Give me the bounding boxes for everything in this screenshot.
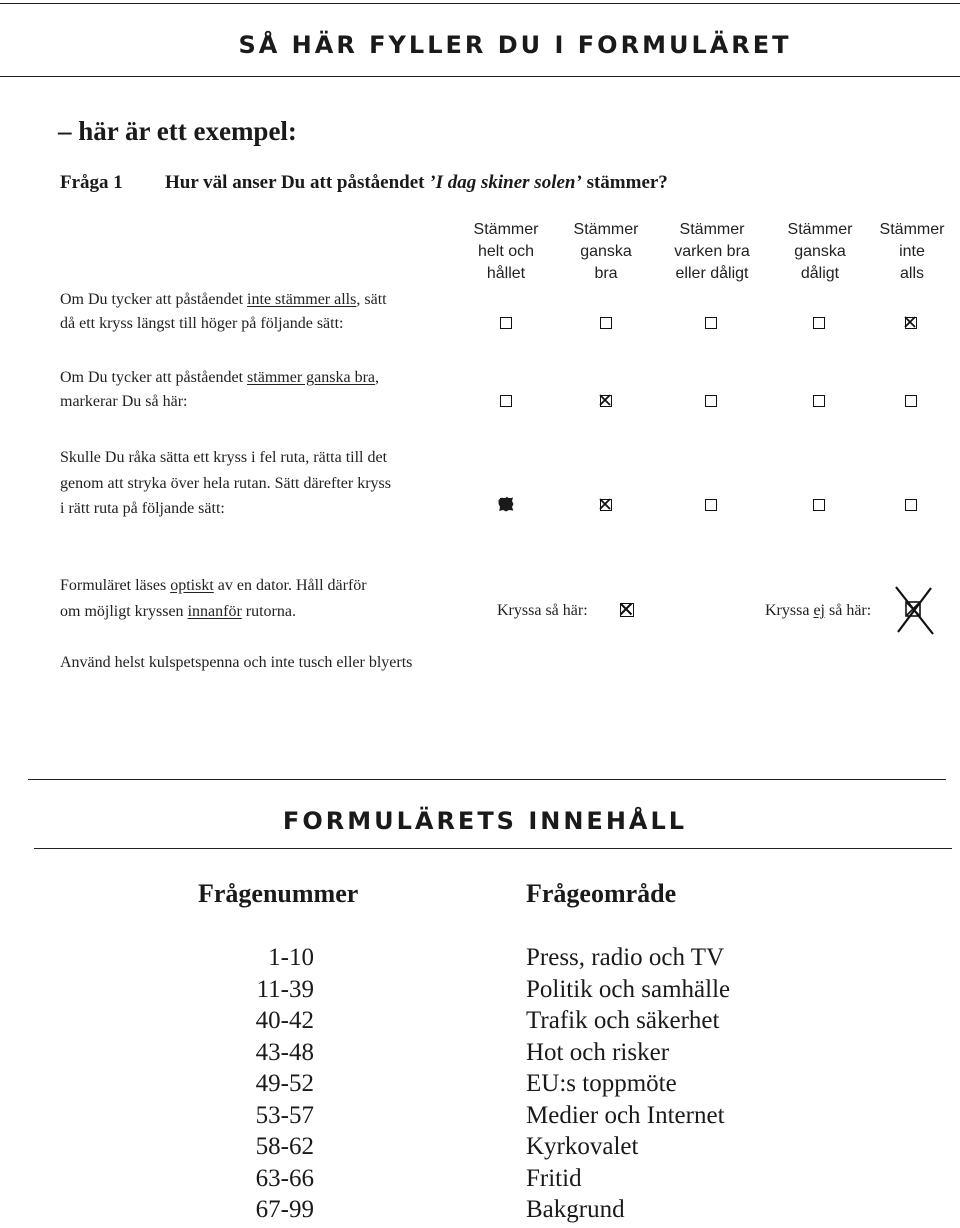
- row-1-line-1-pre: Om Du tycker att påståendet: [60, 291, 244, 308]
- scale-header-line: eller dåligt: [675, 265, 749, 282]
- row-1-line-2: då ett kryss längst till höger på följande sätt:: [60, 315, 344, 332]
- question-area: Kyrkovalet: [526, 1133, 639, 1160]
- scale-header-5: [852, 219, 960, 285]
- scribbled-box-icon: [498, 496, 514, 512]
- oversized-cross-icon: [893, 584, 935, 636]
- incorrect-mark-example: [893, 584, 935, 636]
- optical-note-line-2: [60, 599, 367, 625]
- question-area: Fritid: [526, 1165, 582, 1192]
- optical-note-2-underlined: innanför: [187, 603, 242, 620]
- optical-note-pre: Formuläret läses: [60, 577, 167, 594]
- checkbox-empty[interactable]: [905, 499, 917, 511]
- example-row-3-text: [60, 445, 391, 522]
- row-2-line-1: [60, 366, 379, 390]
- scale-header-line: dåligt: [800, 265, 840, 282]
- incorrect-mark-underlined: ej: [813, 602, 825, 619]
- checkbox-struck[interactable]: [498, 496, 514, 512]
- scale-header-line: Stämmer: [787, 221, 853, 238]
- checkbox-checked[interactable]: [600, 499, 612, 511]
- question-area: Trafik och säkerhet: [526, 1007, 720, 1034]
- correct-mark-label: Kryssa så här:: [497, 602, 588, 619]
- question-label: Fråga 1: [60, 172, 123, 193]
- checkbox-empty[interactable]: [500, 395, 512, 407]
- question-area: EU:s toppmöte: [526, 1070, 677, 1097]
- row-2-line-1-post: ,: [375, 369, 379, 386]
- scale-header-line: hållet: [486, 265, 526, 282]
- scale-header-line: Stämmer: [679, 221, 745, 238]
- question-range: 53-57: [255, 1102, 314, 1129]
- contents-title: FORMULÄRETS INNEHÅLL: [282, 807, 688, 835]
- row-2-line-2: markerar Du så här:: [60, 393, 188, 410]
- incorrect-mark-post: så här:: [828, 602, 872, 619]
- scale-header-line: bra: [594, 265, 618, 282]
- optical-note-2-post: rutorna.: [245, 603, 296, 620]
- checkbox-empty[interactable]: [600, 317, 612, 329]
- row-3-line-2: genom att stryka över hela rutan. Sätt därefter kryss: [60, 474, 391, 492]
- row-1-line-1-underlined: inte stämmer alls: [247, 291, 357, 308]
- scale-header-line: varken bra: [674, 243, 750, 260]
- question-range: 63-66: [255, 1165, 314, 1192]
- question-area: Hot och risker: [526, 1039, 670, 1066]
- checkbox-empty[interactable]: [813, 499, 825, 511]
- checkbox-empty[interactable]: [905, 395, 917, 407]
- question-range: 1-10: [268, 944, 314, 971]
- header-bottom-rule: [0, 76, 960, 77]
- checkbox-empty[interactable]: [813, 317, 825, 329]
- question-area: Bakgrund: [526, 1196, 625, 1223]
- question-range: 43-48: [255, 1039, 314, 1066]
- checkbox-checked[interactable]: [905, 317, 917, 329]
- question-range: 49-52: [255, 1070, 314, 1097]
- incorrect-mark-label: [765, 599, 871, 623]
- scale-header-3: [652, 219, 772, 285]
- question-range: 40-42: [255, 1007, 314, 1034]
- scale-header-line: Stämmer: [573, 221, 639, 238]
- optical-note-underlined: optiskt: [170, 577, 214, 594]
- scale-header-2: [546, 219, 666, 285]
- cross-icon: [599, 498, 611, 510]
- scale-header-line: Stämmer: [879, 221, 945, 238]
- scale-header-line: ganska: [794, 243, 846, 260]
- question-range: 67-99: [255, 1196, 314, 1223]
- checkbox-empty[interactable]: [705, 395, 717, 407]
- question-text: [165, 170, 668, 196]
- scale-header-line: inte: [899, 243, 925, 260]
- checkbox-empty[interactable]: [813, 395, 825, 407]
- question-range: 11-39: [256, 976, 314, 1003]
- cross-icon: [599, 394, 611, 406]
- example-row-1-text: [60, 288, 387, 336]
- question-text-pre: Hur väl anser Du att påståendet: [165, 172, 425, 193]
- question-range: 58-62: [255, 1133, 314, 1160]
- checkbox-empty[interactable]: [705, 317, 717, 329]
- question-quote: ’I dag skiner solen’: [429, 172, 582, 193]
- row-2-line-1-underlined: stämmer ganska bra: [247, 369, 375, 386]
- pen-note: Använd helst kulspetspenna och inte tusch eller blyerts: [60, 654, 413, 671]
- question-area: Politik och samhälle: [526, 976, 731, 1003]
- optical-note-line-1: [60, 573, 367, 599]
- row-2-line-1-pre: Om Du tycker att påståendet: [60, 369, 244, 386]
- column-header-area: Frågeområde: [526, 879, 677, 908]
- column-header-number: Frågenummer: [198, 879, 359, 908]
- scale-header-line: ganska: [580, 243, 632, 260]
- row-3-line-3: i rätt ruta på följande sätt:: [60, 500, 225, 517]
- question-area: Press, radio och TV: [526, 944, 725, 971]
- question-text-post: stämmer?: [586, 172, 668, 193]
- example-row-2-text: [60, 366, 379, 414]
- checkbox-empty[interactable]: [705, 499, 717, 511]
- optical-note-post: av en dator. Håll därför: [217, 577, 367, 594]
- correct-mark-example: [620, 603, 634, 617]
- checkbox-checked[interactable]: [600, 395, 612, 407]
- optical-note-2-pre: om möjligt kryssen: [60, 603, 184, 620]
- incorrect-mark-pre: Kryssa: [765, 602, 810, 619]
- cross-icon: [904, 316, 916, 328]
- cross-icon: [619, 602, 633, 616]
- optical-reading-note: [60, 573, 367, 625]
- checkbox-empty[interactable]: [500, 317, 512, 329]
- example-heading: – här är ett exempel:: [58, 116, 297, 146]
- row-1-line-1: [60, 288, 387, 312]
- scale-header-line: alls: [899, 265, 924, 282]
- top-rule: [0, 3, 960, 4]
- scale-header-line: Stämmer: [473, 221, 539, 238]
- scale-header-line: helt och: [477, 243, 535, 260]
- contents-top-rule: [28, 779, 946, 780]
- contents-bottom-rule: [34, 848, 952, 849]
- row-3-line-1: Skulle Du råka sätta ett kryss i fel ruta, rätta till det: [60, 449, 388, 466]
- page-title: SÅ HÄR FYLLER DU I FORMULÄRET: [238, 31, 792, 59]
- row-1-line-1-post: , sätt: [356, 291, 387, 308]
- question-area: Medier och Internet: [526, 1102, 725, 1129]
